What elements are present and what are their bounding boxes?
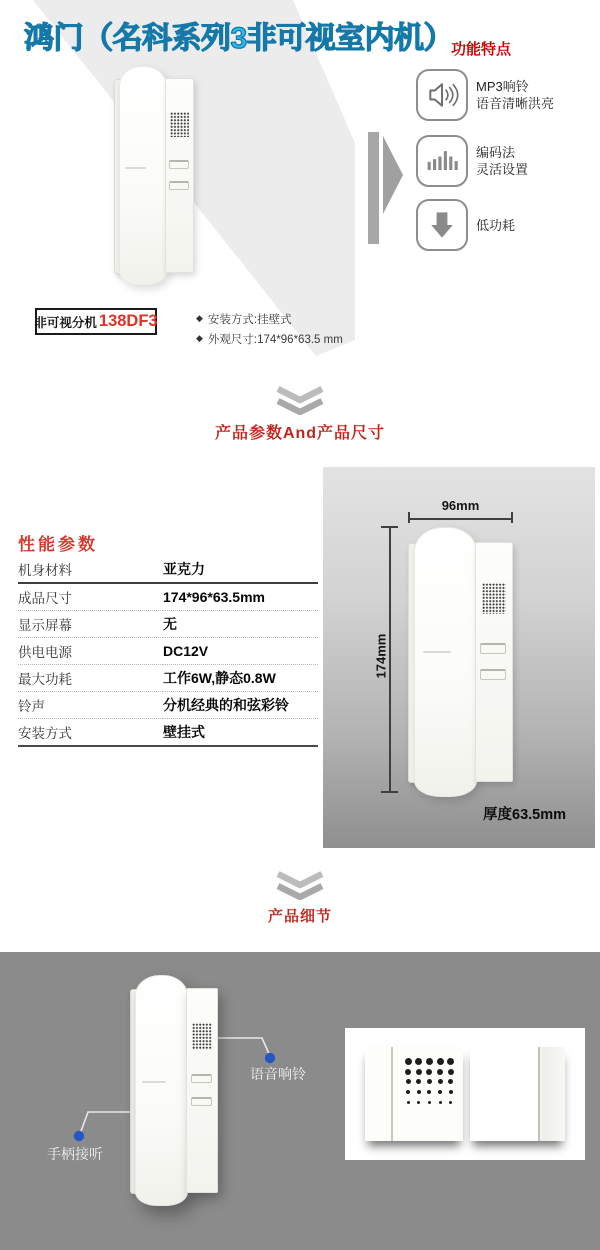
depth-dimension-label: 厚度63.5mm bbox=[483, 807, 567, 823]
diamond-bullet-icon: ◆ bbox=[196, 333, 203, 343]
handset-button bbox=[480, 643, 506, 654]
handset-button bbox=[169, 160, 188, 169]
table-row bbox=[18, 556, 318, 583]
down-arrow-icon bbox=[416, 199, 468, 251]
feature-line: 语音清晰洪亮 bbox=[476, 96, 555, 111]
callout-dot bbox=[74, 1131, 84, 1141]
spec-value: DC12V bbox=[163, 638, 318, 665]
handset-side-panel bbox=[165, 78, 194, 273]
spec-label: 最大功耗 bbox=[18, 665, 163, 692]
spec-label: 显示屏幕 bbox=[18, 611, 163, 638]
spec-value: 壁挂式 bbox=[163, 719, 318, 747]
speaker-grille bbox=[482, 583, 506, 614]
table-row bbox=[18, 611, 318, 638]
detail-edge-closeup bbox=[470, 1047, 565, 1141]
height-dimension-label: 174mm bbox=[373, 633, 389, 679]
bullet-text: 外观尺寸:174*96*63.5 mm bbox=[207, 334, 343, 346]
speaker-grille bbox=[192, 1023, 212, 1049]
feature-text bbox=[476, 135, 528, 187]
spec-label: 铃声 bbox=[18, 692, 163, 719]
feature-text bbox=[476, 69, 554, 121]
spec-value: 无 bbox=[163, 611, 318, 638]
divider-details-title: 产品细节 bbox=[267, 908, 332, 925]
feature-text bbox=[476, 199, 515, 251]
arrow-right-icon-bar bbox=[368, 132, 379, 244]
spec-label: 机身材料 bbox=[18, 556, 163, 583]
product-size-photo bbox=[408, 527, 513, 797]
handset-crease bbox=[142, 1081, 165, 1083]
page-title: 鸿门（名科系列3非可视室内机） bbox=[24, 22, 454, 55]
table-row bbox=[18, 583, 318, 611]
spec-value: 174*96*63.5mm bbox=[163, 583, 318, 611]
dimension-tick bbox=[408, 512, 410, 523]
table-row bbox=[18, 638, 318, 665]
width-dimension-line bbox=[408, 518, 513, 520]
table-row bbox=[18, 719, 318, 747]
down-arrow-icon-glyph bbox=[424, 207, 460, 243]
feature-line: 编码法 bbox=[476, 145, 516, 160]
arrow-right-icon-head bbox=[383, 136, 403, 214]
handset-crease bbox=[423, 651, 451, 653]
handset-button bbox=[191, 1074, 212, 1083]
bullet-item-install bbox=[196, 311, 292, 327]
dimension-tick bbox=[381, 791, 398, 793]
table-row bbox=[18, 692, 318, 719]
handset-crease bbox=[125, 167, 146, 169]
speaker-dots bbox=[403, 1056, 456, 1108]
diamond-bullet-icon: ◆ bbox=[196, 313, 203, 323]
spec-label: 安装方式 bbox=[18, 719, 163, 747]
equalizer-icon-glyph bbox=[424, 143, 460, 179]
feature-item-coding bbox=[416, 135, 528, 187]
detail-card bbox=[345, 1028, 585, 1160]
feature-line: 灵活设置 bbox=[476, 162, 529, 177]
chevron-down-icon bbox=[272, 870, 328, 900]
equalizer-icon bbox=[416, 135, 468, 187]
handset-side-panel bbox=[186, 988, 218, 1194]
table-row bbox=[18, 665, 318, 692]
product-detail-photo bbox=[130, 975, 218, 1206]
width-dimension-label: 96mm bbox=[441, 498, 480, 513]
handset-button bbox=[191, 1097, 212, 1106]
specs-table bbox=[18, 556, 318, 747]
feature-item-mp3-ring bbox=[416, 69, 554, 121]
handset-side-panel bbox=[475, 542, 513, 782]
specs-heading: 性能参数 bbox=[18, 535, 98, 554]
product-photo bbox=[114, 66, 194, 285]
product-label-model: 138DF3 bbox=[98, 312, 158, 330]
spec-value: 亚克力 bbox=[163, 556, 318, 583]
feature-line: MP3响铃 bbox=[476, 79, 529, 94]
spec-value: 分机经典的和弦彩铃 bbox=[163, 692, 318, 719]
product-label-box bbox=[35, 308, 157, 335]
closeup-edge-line bbox=[538, 1047, 540, 1141]
closeup-edge-line bbox=[391, 1047, 393, 1141]
handset-body bbox=[135, 975, 188, 1206]
callout-label-voice-ring: 语音响铃 bbox=[250, 1066, 306, 1082]
height-dimension-line bbox=[389, 526, 391, 793]
details-panel bbox=[0, 952, 600, 1250]
spec-value: 工作6W,静态0.8W bbox=[163, 665, 318, 692]
dimension-tick bbox=[511, 512, 513, 523]
divider-params-title: 产品参数And产品尺寸 bbox=[214, 425, 386, 442]
handset-button bbox=[480, 669, 506, 680]
features-heading: 功能特点 bbox=[451, 41, 512, 58]
callout-label-handle-answer: 手柄接听 bbox=[47, 1146, 103, 1162]
spec-label: 供电电源 bbox=[18, 638, 163, 665]
speaker-icon bbox=[416, 69, 468, 121]
spec-label: 成品尺寸 bbox=[18, 583, 163, 611]
detail-speaker-closeup bbox=[365, 1047, 463, 1141]
chevron-down-icon bbox=[272, 385, 328, 415]
handset-body bbox=[414, 527, 477, 797]
feature-item-low-power bbox=[416, 199, 515, 251]
handset-button bbox=[169, 181, 188, 190]
speaker-grille bbox=[170, 112, 188, 137]
handset-body bbox=[119, 66, 167, 285]
callout-dot bbox=[265, 1053, 275, 1063]
speaker-icon-glyph bbox=[424, 77, 460, 113]
feature-line: 低功耗 bbox=[476, 217, 516, 233]
bullet-text: 安装方式:挂壁式 bbox=[207, 314, 292, 326]
bullet-item-size bbox=[196, 331, 343, 347]
product-label-name: 非可视分机 bbox=[34, 315, 97, 330]
dimension-tick bbox=[381, 526, 398, 528]
